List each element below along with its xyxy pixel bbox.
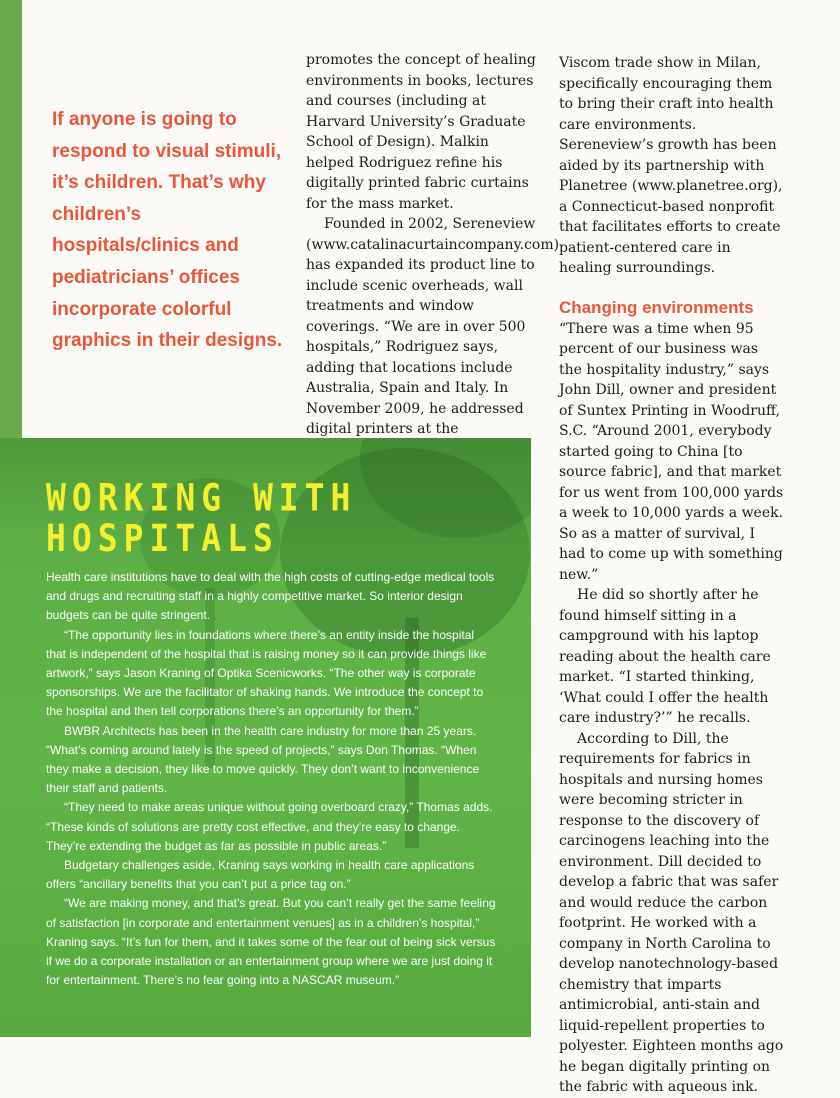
sidebar-paragraph: “The opportunity lies in foundations where there’s an entity inside the hospital that is independent of the hospital that is raising money so it can provide things like artwork,” says Jason Kraning of Optika Scenicworks. “The other way is corporate sponsorships. We are the facilitator of shaking hands. We introduce the concept to the hospital and then tell corporations there’s an opportunity for them.”: [46, 627, 487, 719]
sidebar-box: [0, 438, 531, 1037]
sidebar-paragraph: Budgetary challenges aside, Kraning says working in health care applications offers “ancillary benefits that you can’t put a price tag on.”: [46, 858, 475, 892]
paragraph: He did so shortly after he found himself sitting in a campground with his laptop reading about the health care market. “I started thinking, ‘What could I offer the health care industry?’” he recalls.: [559, 587, 771, 726]
sidebar-title-line: HOSPITALS: [46, 516, 279, 560]
sidebar-title: [46, 475, 357, 560]
article-column-2: [306, 50, 560, 440]
sidebar-paragraph: “They need to make areas unique without going overboard crazy,” Thomas adds. “These kinds of solutions are pretty cost effective, and they’re easy to change. They’re extending the budget as far as possible in public areas.”: [46, 800, 493, 853]
paragraph: “There was a time when 95 percent of our business was the hospitality industry,” says John Dill, owner and president of Suntex Printing in Woodruff, S.C. “Around 2001, everybody started going to China [to source fabric], and that market for us went from 100,000 yards a week to 10,000 yards a week. So as a matter of survival, I had to come up with something new.”: [559, 320, 784, 583]
sidebar-paragraph: Health care institutions have to deal with the high costs of cutting-edge medical tools and drugs and recruiting staff in a highly competitive market. So interior design budgets can be quite stringent.: [46, 570, 495, 623]
sidebar-body: [46, 568, 496, 990]
paragraph: Viscom trade show in Milan, specifically encouraging them to bring their craft into health care environments. Sereneview’s growth has been aided by its partnership with Planetree (www.planetree.org), a Connecticut-based nonprofit that facilitates efforts to create patient-centered care in healing surroundings.: [559, 55, 783, 276]
paragraph: According to Dill, the requirements for fabrics in hospitals and nursing homes were becoming stricter in response to the discovery of carcinogens leaching into the environment. Dill decided to develop a fabric that was safer and would reduce the carbon footprint. He worked with a company in North Carolina to develop nanotechnology-based chemistry that imparts antimicrobial, anti-stain and liquid-repellent properties to polyester. Eighteen months ago he began digitally printing on the fabric with aqueous ink.: [559, 730, 784, 1095]
paragraph: promotes the concept of healing environments in books, lectures and courses (including at Harvard University’s Graduate School of Design). Malkin helped Rodriguez refine his digitally printed fabric curtains for the mass market.: [306, 52, 536, 212]
sidebar-title-line: WORKING WITH: [46, 475, 357, 520]
left-accent-bar: [0, 0, 22, 438]
article-column-3: [559, 53, 785, 1098]
pull-quote: If anyone is going to respond to visual stimuli, it’s children. That’s why children’s hospitals/clinics and pediatricians’ offices incorporate colorful graphics in their designs.: [52, 109, 283, 352]
paragraph: Founded in 2002, Sereneview (www.catalinacurtaincompany.com) has expanded its product line to include scenic overheads, wall treatments and window coverings. “We are in over 500 hospitals,” Rodriguez says, adding that locations include Australia, Spain and Italy. In November 2009, he addressed digital printers at the: [306, 216, 560, 437]
sidebar-paragraph: “We are making money, and that’s great. But you can’t really get the same feeling of satisfaction [in corporate and entertainment venues] as in a children’s hospital,” Kraning says. “It’s fun for them, and it takes some of the fear out of being sick versus if we do a corporate installation or an entertainment group where we are just doing it for entertainment. There’s no fear going into a NASCAR museum.”: [46, 896, 496, 988]
section-heading: Changing environments: [559, 297, 754, 317]
sidebar-paragraph: BWBR Architects has been in the health care industry for more than 25 years. “What’s coming around lately is the speed of projects,” says Don Thomas. “When they make a decision, they like to move quickly. They don’t want to inconvenience their staff and patients.: [46, 723, 480, 796]
